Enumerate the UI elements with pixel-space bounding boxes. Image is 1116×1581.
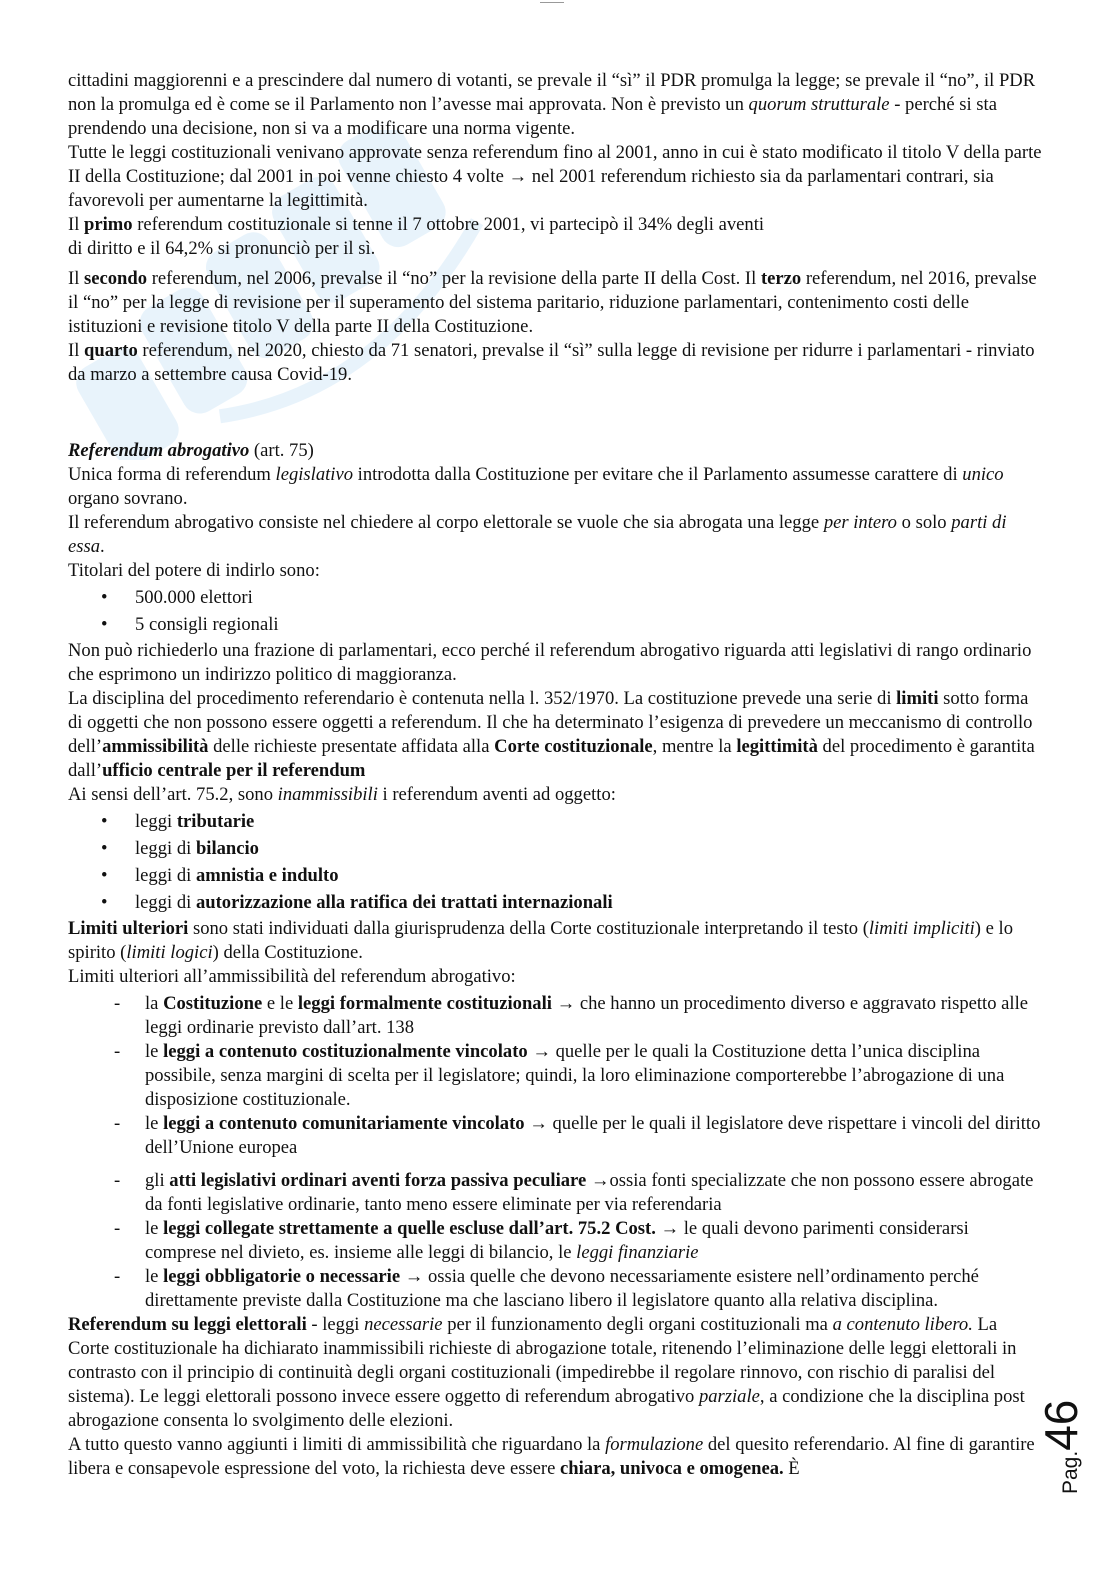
abrogativo-paragraph-2: Il referendum abrogativo consiste nel chiedere al corpo elettorale se vuole che sia abrogata una legge per intero o solo parti di essa. xyxy=(68,512,1007,557)
list-item: • leggi di amnistia e indulto xyxy=(68,863,1043,890)
intro-paragraph-3: Il primo referendum costituzionale si tenne il 7 ottobre 2001, vi partecipò il 34% degli aventi di diritto e il 64,2% si pronunciò per il sì. xyxy=(68,214,765,259)
abrogativo-paragraph-1: Unica forma di referendum legislativo introdotta dalla Costituzione per evitare che il Parlamento assumesse carattere di unico organo sovrano. xyxy=(68,464,1004,509)
abrogativo-paragraph-4: Non può richiederlo una frazione di parlamentari, ecco perché il referendum abrogativo riguarda atti legislativi di rango ordinario che esprimono un indirizzo politico di maggioranza. xyxy=(68,640,1032,685)
list-item: • leggi tributarie xyxy=(68,809,1043,836)
abrogativo-paragraph-8: Limiti ulteriori all’ammissibilità del referendum abrogativo: xyxy=(68,966,516,987)
document-body xyxy=(68,69,1043,1481)
abrogativo-paragraph-5: La disciplina del procedimento referendario è contenuta nella l. 352/1970. La costituzione prevede una serie di limiti sotto forma di oggetti che non possono essere oggetti a referendum. Il che ha determinato l’esigenza di prevedere un meccanismo di controllo dell’ammissibilità delle richieste presentate affidata alla Corte costituzionale, mentre la legittimità del procedimento è garantita dall’ufficio centrale per il referendum xyxy=(68,688,1035,781)
intro-paragraph-4: Il secondo referendum, nel 2006, prevalse il “no” per la revisione della parte II della Cost. Il terzo referendum, nel 2016, prevalse il “no” per la legge di revisione per il superamento del sistema paritario, riduzione parlamentari, contenimento costi delle istituzioni e revisione titolo V della parte II della Costituzione. xyxy=(68,268,1037,337)
limiti-list xyxy=(68,992,1043,1313)
list-item: • leggi di autorizzazione alla ratifica dei trattati internazionali xyxy=(68,890,1043,917)
abrogativo-paragraph-3: Titolari del potere di indirlo sono: xyxy=(68,560,320,581)
list-item: • 5 consigli regionali xyxy=(68,612,1043,639)
page-number-label: Pag. xyxy=(1059,1450,1082,1494)
list-item: - gli atti legislativi ordinari aventi forza passiva peculiare →ossia fonti specializzate che non possono essere abrogate da fonti legislative ordinarie, tanto meno essere eliminate per via referendaria xyxy=(68,1169,1043,1217)
intro-paragraph-1: cittadini maggiorenni e a prescindere dal numero di votanti, se prevale il “sì” il PDR promulga la legge; se prevale il “no”, il PDR non la promulga ed è come se il Parlamento non l’avesse mai approvata. Non è previsto un quorum strutturale - perché si sta prendendo una decisione, non si va a modificare una norma vigente. xyxy=(68,70,1036,139)
intro-paragraph-5: Il quarto referendum, nel 2020, chiesto da 71 senatori, prevalse il “sì” sulla legge di revisione per ridurre i parlamentari - rinviato da marzo a settembre causa Covid-19. xyxy=(68,340,1035,385)
abrogativo-paragraph-9: Referendum su leggi elettorali - leggi necessarie per il funzionamento degli organi costituzionali ma a contenuto libero. La Corte costituzionale ha dichiarato inammissibili richieste di abrogazione totale, ritenendo l’eliminazione delle leggi elettorali in contrasto con il principio di continuità degli organi costituzionali (impedirebbe il regolare rinnovo, con rischio di paralisi del sistema). Le leggi elettorali possono invece essere oggetto di referendum abrogativo parziale, a condizione che la disciplina post abrogazione consenta lo svolgimento delle elezioni. xyxy=(68,1314,1025,1431)
page-number-value: 46 xyxy=(1035,1399,1087,1451)
intro-paragraph-2: Tutte le leggi costituzionali venivano approvate senza referendum fino al 2001, anno in cui è stato modificato il titolo V della parte II della Costituzione; dal 2001 in poi venne chiesto 4 volte → nel 2001 referendum richiesto sia da parlamentari contrari, sia favorevoli per aumentarne la legittimità. xyxy=(68,142,1042,211)
list-item: • leggi di bilancio xyxy=(68,836,1043,863)
abrogativo-paragraph-6: Ai sensi dell’art. 75.2, sono inammissibili i referendum aventi ad oggetto: xyxy=(68,784,616,805)
titolari-list xyxy=(68,585,1043,639)
list-item: - le leggi a contenuto costituzionalmente vincolato → quelle per le quali la Costituzione detta l’unica disciplina possibile, senza margini di scelta per il legislatore; quindi, la loro eliminazione comporterebbe l’abrogazione di una disposizione costituzionale. xyxy=(68,1040,1043,1112)
list-item: - le leggi a contenuto comunitariamente vincolato → quelle per le quali il legislatore deve rispettare i vincoli del diritto dell’Unione europea xyxy=(68,1112,1043,1160)
list-item: - le leggi obbligatorie o necessarie → ossia quelle che devono necessariamente esistere nell’ordinamento perché direttamente previste dalla Costituzione ma che lasciano libero il legislatore quanto alla relativa disciplina. xyxy=(68,1265,1043,1313)
abrogativo-paragraph-10: A tutto questo vanno aggiunti i limiti di ammissibilità che riguardano la formulazione del quesito referendario. Al fine di garantire libera e consapevole espressione del voto, la richiesta deve essere chiara, univoca e omogenea. È xyxy=(68,1434,1035,1479)
list-item: - le leggi collegate strettamente a quelle escluse dall’art. 75.2 Cost. → le quali devono parimenti considerarsi comprese nel divieto, es. insieme alle leggi di bilancio, le leggi finanziarie xyxy=(68,1217,1043,1265)
list-item: - la Costituzione e le leggi formalmente costituzionali → che hanno un procedimento diverso e aggravato rispetto alle leggi ordinarie previsto dall’art. 138 xyxy=(68,992,1043,1040)
inammissibili-list xyxy=(68,809,1043,917)
list-item: • 500.000 elettori xyxy=(68,585,1043,612)
section-heading: Referendum abrogativo (art. 75) xyxy=(68,440,314,461)
page-number xyxy=(1035,1399,1087,1494)
page-top-mark xyxy=(540,2,564,3)
abrogativo-paragraph-7: Limiti ulteriori sono stati individuati dalla giurisprudenza della Corte costituzionale interpretando il testo (limiti impliciti) e lo spirito (limiti logici) della Costituzione. xyxy=(68,918,1013,963)
